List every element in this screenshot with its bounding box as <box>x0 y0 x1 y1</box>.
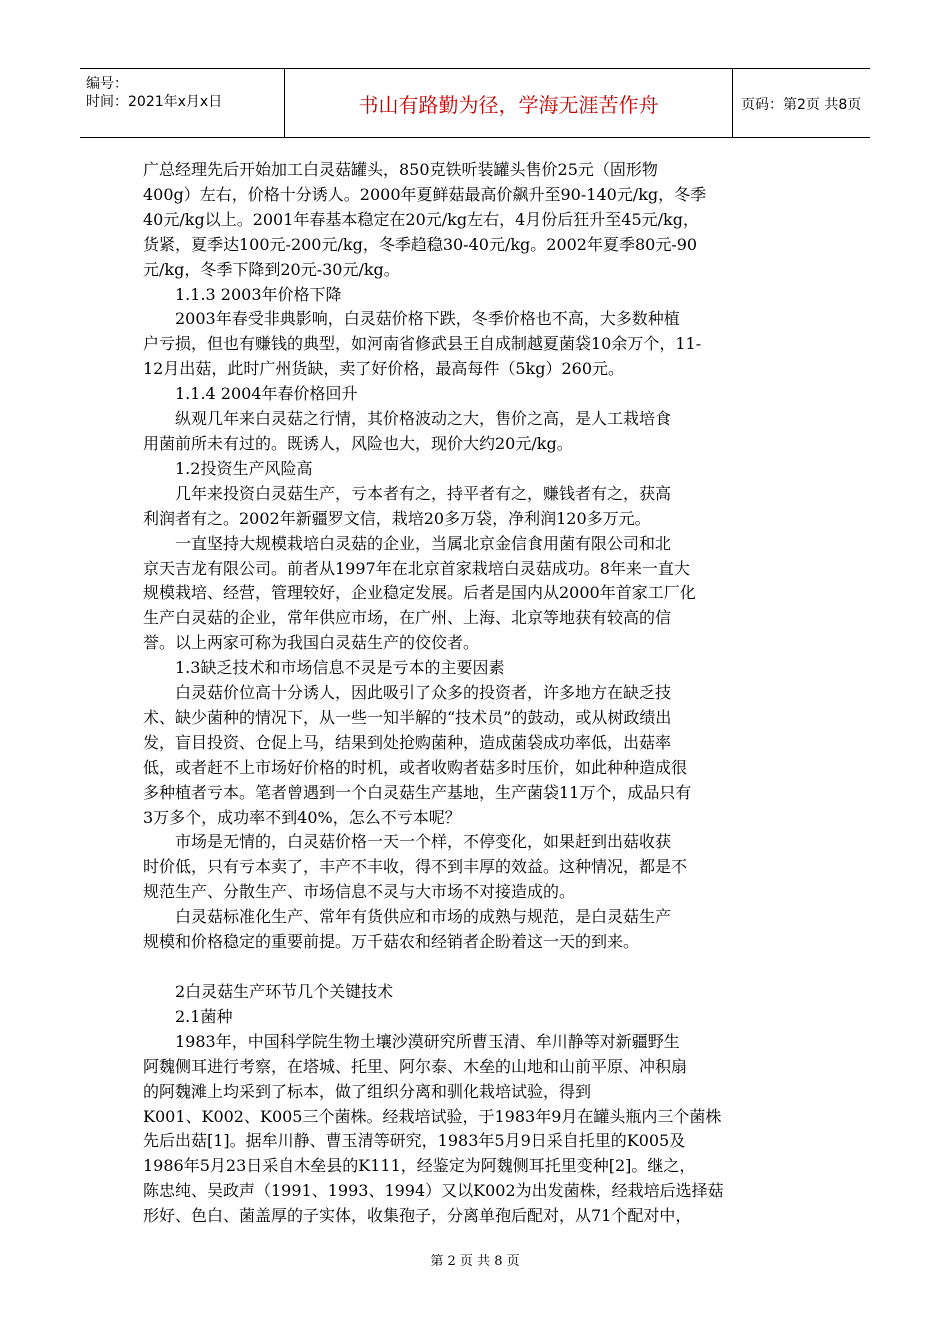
section-heading: 1.1.3 2003年价格下降 <box>143 284 342 304</box>
body-line: 12月出菇，此时广州货缺，卖了好价格，最高每件（5kg）260元。 <box>143 359 625 379</box>
body-line: 低，或者赶不上市场好价格的时机，或者收购者菇多时压价，如此种种造成很 <box>143 757 688 777</box>
body-line: 户亏损，但也有赚钱的典型，如河南省修武县王自成制越夏菌袋10余万个，11- <box>143 334 702 354</box>
header-page-cell <box>733 68 870 138</box>
body-line: 几年来投资白灵菇生产，亏本者有之，持平者有之，赚钱者有之，获高 <box>143 483 672 503</box>
header-motto-cell <box>285 68 733 138</box>
body-line: 京天吉龙有限公司。前者从1997年在北京首家栽培白灵菇成功。8年来一直大 <box>143 558 690 578</box>
header-info-cell <box>80 68 285 138</box>
body-line: K001、K002、K005三个菌株。经栽培试验，于1983年9月在罐头瓶内三个菌株 <box>143 1106 722 1126</box>
header-page-number: 页码：第2页 共8页 <box>741 97 862 113</box>
body-line: 规模和价格稳定的重要前提。万千菇农和经销者企盼着这一天的到来。 <box>143 932 640 952</box>
body-line: 白灵菇价位高十分诱人，因此吸引了众多的投资者，许多地方在缺乏技 <box>143 683 672 703</box>
body-line: 纵观几年来白灵菇之行情，其价格波动之大，售价之高，是人工栽培食 <box>143 409 672 429</box>
body-line: 元/kg，冬季下降到20元-30元/kg。 <box>143 259 400 279</box>
body-line: 生产白灵菇的企业，常年供应市场，在广州、上海、北京等地获有较高的信 <box>143 608 672 628</box>
body-line: 一直坚持大规模栽培白灵菇的企业，当属北京金信食用菌有限公司和北 <box>143 533 672 553</box>
body-line: 的阿魏滩上均采到了标本，做了组织分离和驯化栽培试验，得到 <box>143 1081 592 1101</box>
document-number-label: 编号： <box>86 76 128 92</box>
body-line: 400g）左右，价格十分诱人。2000年夏鲜菇最高价飙升至90-140元/kg，冬季 <box>143 184 707 204</box>
body-line: 利润者有之。2002年新疆罗文信，栽培20多万袋，净利润120多万元。 <box>143 508 651 528</box>
section-heading: 2.1菌种 <box>143 1006 233 1026</box>
body-line: 3万多个，成功率不到40%，怎么不亏本呢？ <box>143 807 461 827</box>
body-line: 规模栽培、经营，管理较好，企业稳定发展。后者是国内从2000年首家工厂化 <box>143 583 696 603</box>
section-heading: 1.3缺乏技术和市场信息不灵是亏本的主要因素 <box>143 658 505 678</box>
section-heading: 1.2投资生产风险高 <box>143 458 313 478</box>
body-line: 时价低，只有亏本卖了，丰产不丰收，得不到丰厚的效益。这种情况，都是不 <box>143 857 688 877</box>
section-heading: 1.1.4 2004年春价格回升 <box>143 384 358 404</box>
body-line: 发，盲目投资、仓促上马，结果到处抢购菌种，造成菌袋成功率低，出菇率 <box>143 732 672 752</box>
body-line: 广总经理先后开始加工白灵菇罐头，850克铁听装罐头售价25元（固形物 <box>143 160 658 179</box>
body-line: 多种植者亏本。笔者曾遇到一个白灵菇生产基地，生产菌袋11万个，成品只有 <box>143 782 692 802</box>
document-date-label: 时间：2021年x月x日 <box>86 94 223 110</box>
body-line: 市场是无情的，白灵菇价格一天一个样，不停变化，如果赶到出菇收获 <box>143 832 672 852</box>
body-line: 规范生产、分散生产、市场信息不灵与大市场不对接造成的。 <box>143 882 576 902</box>
body-line: 货紧，夏季达100元-200元/kg，冬季趋稳30-40元/kg。2002年夏季80元-90 <box>143 234 698 254</box>
body-line: 术、缺少菌种的情况下，从一些一知半解的“技术员”的鼓动，或从树政绩出 <box>143 707 672 727</box>
section-heading: 2白灵菇生产环节几个关键技术 <box>143 982 394 1001</box>
page-footer: 第 2 页 共 8 页 <box>430 1254 520 1269</box>
body-line: 阿魏侧耳进行考察，在塔城、托里、阿尔泰、木垒的山地和山前平原、冲积扇 <box>143 1056 688 1076</box>
paragraph-gap <box>143 955 813 980</box>
body-line: 40元/kg以上。2001年春基本稳定在20元/kg左右，4月份后狂升至45元/kg， <box>143 209 699 229</box>
header-motto: 书山有路勤为径，学海无涯苦作舟 <box>358 93 659 117</box>
body-line: 2003年春受非典影响，白灵菇价格下跌，冬季价格也不高，大多数种植 <box>143 309 680 329</box>
body-line: 誉。以上两家可称为我国白灵菇生产的佼佼者。 <box>143 633 480 653</box>
document-body <box>143 158 813 1229</box>
body-line: 用菌前所未有过的。既诱人，风险也大，现价大约20元/kg。 <box>143 433 573 453</box>
body-line: 陈忠纯、吴政声（1991、1993、1994）又以K002为出发菌株，经栽培后选择菇 <box>143 1181 724 1201</box>
body-line: 形好、色白、菌盖厚的子实体，收集孢子，分离单孢后配对，从71个配对中， <box>143 1206 692 1226</box>
body-line: 1983年，中国科学院生物土壤沙漠研究所曹玉清、牟川静等对新疆野生 <box>143 1031 680 1051</box>
body-line: 先后出菇[1]。据牟川静、曹玉清等研究，1983年5月9日采自托里的K005及 <box>143 1131 686 1151</box>
page-header <box>80 68 870 138</box>
body-line: 白灵菇标准化生产、常年有货供应和市场的成熟与规范，是白灵菇生产 <box>143 907 672 927</box>
body-line: 1986年5月23日采自木垒县的K111，经鉴定为阿魏侧耳托里变种[2]。继之， <box>143 1156 696 1176</box>
